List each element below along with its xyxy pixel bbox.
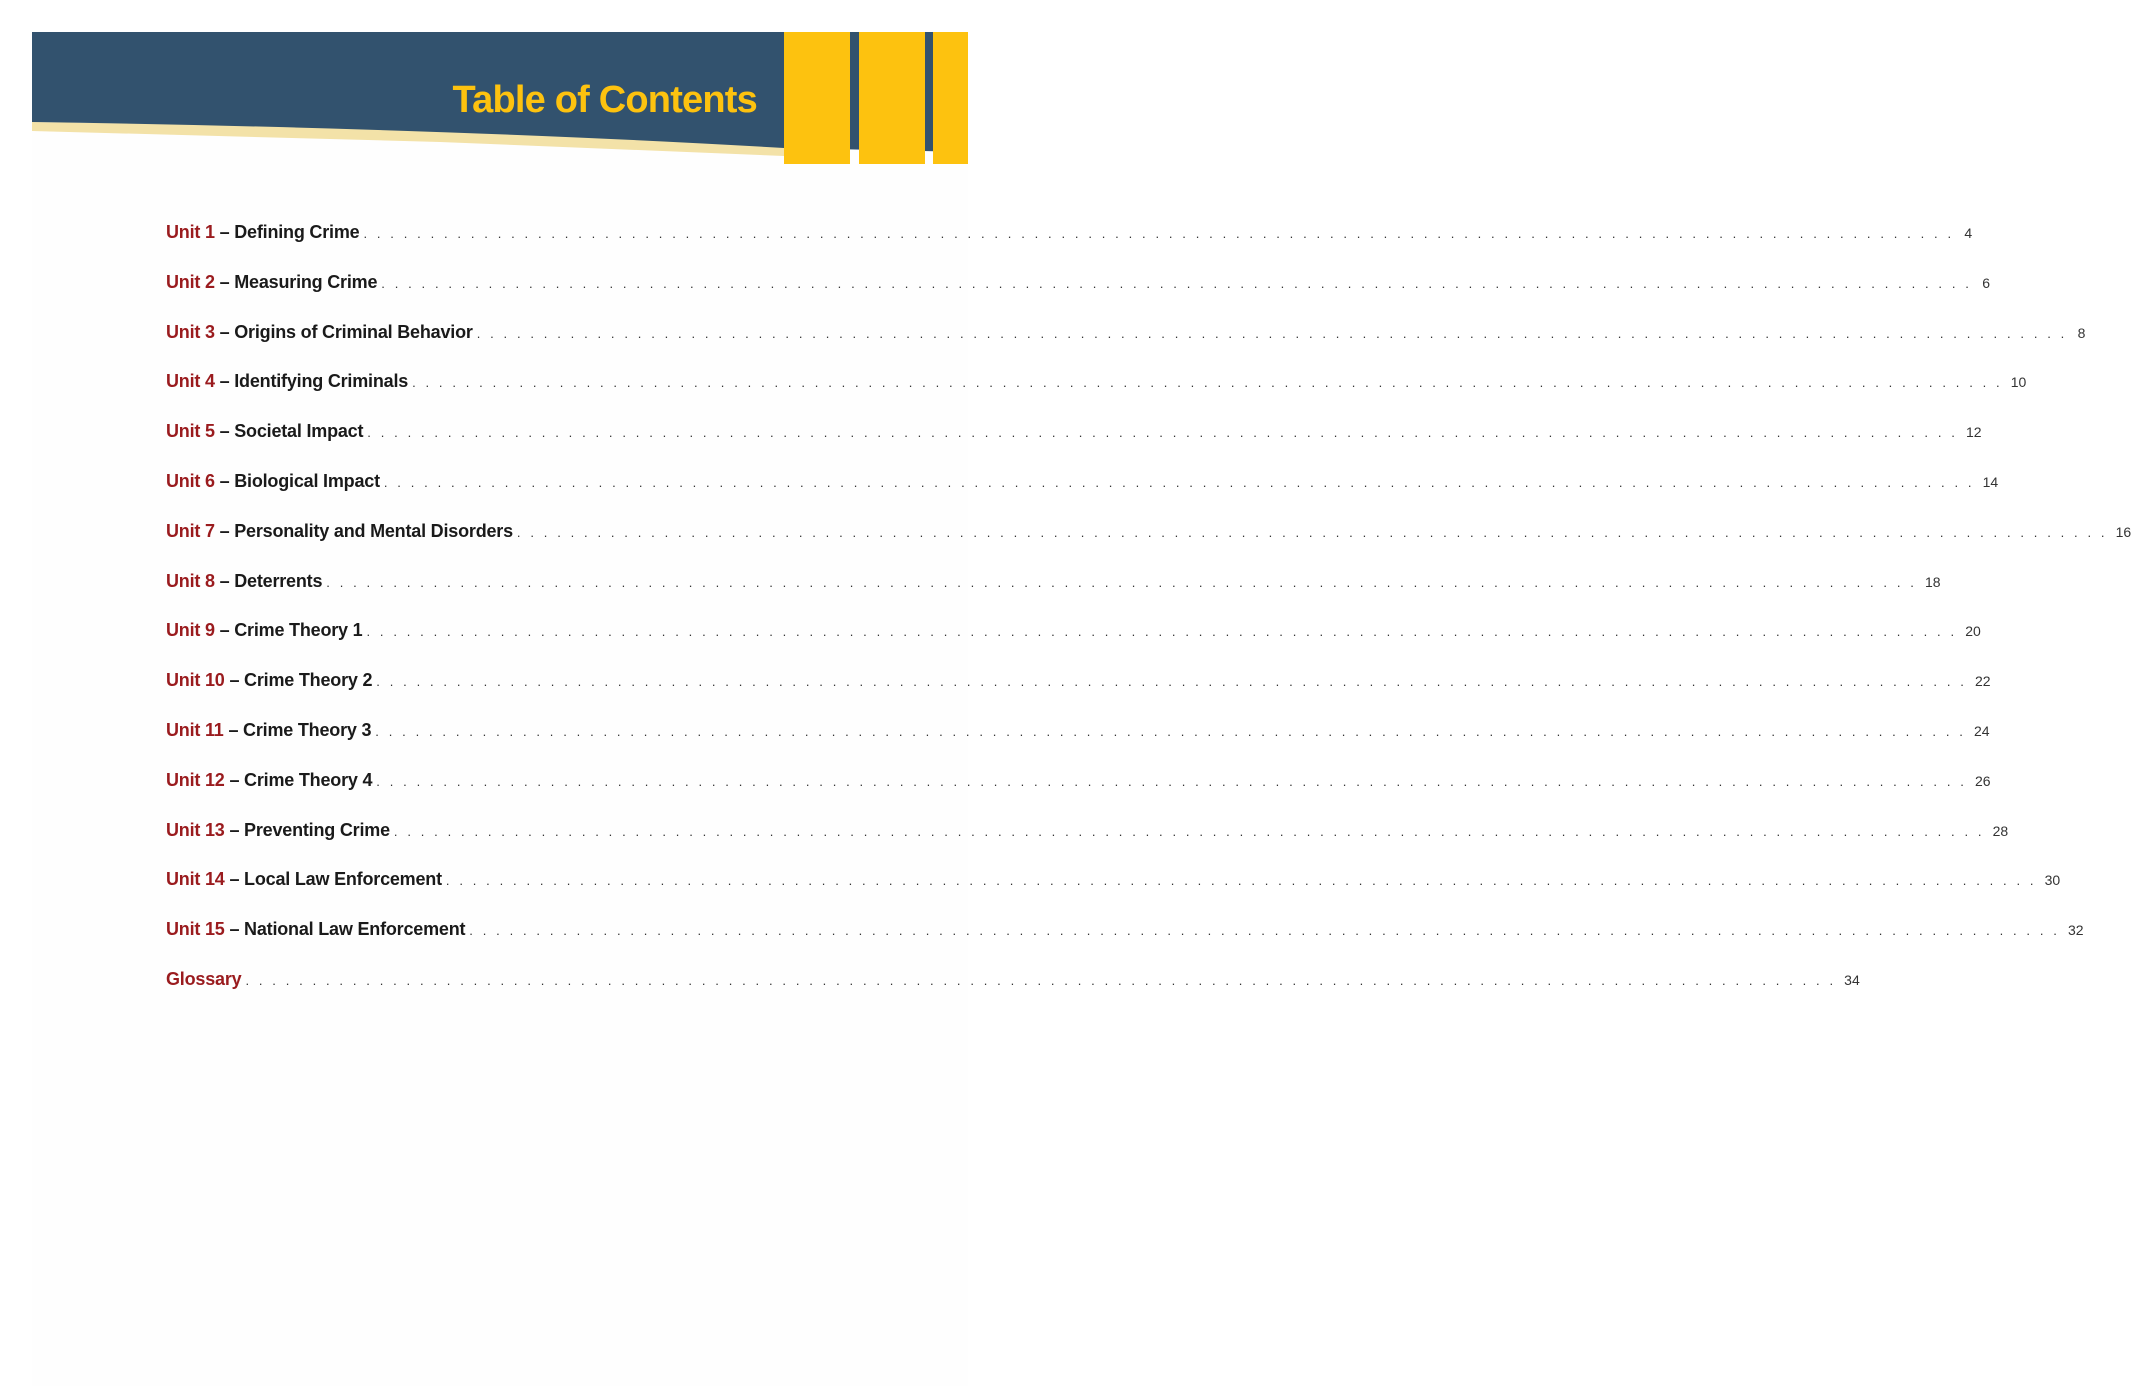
- toc-page-number: 4: [1964, 225, 1973, 241]
- toc-entry-label: [166, 969, 241, 990]
- toc-entry[interactable]: [166, 421, 1982, 471]
- toc-page-number: 18: [1924, 573, 1941, 590]
- toc-entry-label: [166, 770, 372, 791]
- toc-page-number: 20: [1965, 623, 1981, 640]
- toc-page-number: 6: [1982, 274, 1990, 291]
- toc-unit-title: – Origins of Criminal Behavior: [219, 321, 473, 342]
- toc-entry[interactable]: [166, 968, 1860, 1019]
- toc-leader-dots: . . . . . . . . . . . . . . . . . . . . . . . . . . . . . . . . . . . . . . . . . . . . . . . . . . . . . . . . . . . . . . . . . . . . . . . . . . . . . . . . . . . . . . . . . . . . . . . . . . . . . . . . . . . . . . . . . . . . . . .: [326, 574, 1917, 590]
- toc-leader-dots: . . . . . . . . . . . . . . . . . . . . . . . . . . . . . . . . . . . . . . . . . . . . . . . . . . . . . . . . . . . . . . . . . . . . . . . . . . . . . . . . . . . . . . . . . . . . . . . . . . . . . . . . . . . . . . . . . . . . . . .: [476, 325, 2068, 341]
- toc-entry-label: [166, 720, 371, 741]
- toc-unit-title: – Preventing Crime: [229, 819, 390, 840]
- toc-entry[interactable]: [166, 769, 1991, 820]
- toc-unit-title: – Local Law Enforcement: [229, 869, 442, 890]
- toc-entry[interactable]: [166, 321, 2086, 372]
- toc-unit-number: Unit 11: [166, 719, 224, 740]
- toc-entry[interactable]: [166, 869, 2061, 919]
- toc-entry[interactable]: [166, 719, 1990, 770]
- toc-entry-label: [166, 571, 322, 592]
- toc-unit-number: Unit 2: [166, 271, 215, 292]
- toc-unit-number: Unit 15: [166, 919, 225, 940]
- toc-entry[interactable]: [166, 620, 1981, 670]
- toc-entry-label: [166, 620, 362, 641]
- toc-page-number: 12: [1966, 424, 1982, 441]
- toc-entry[interactable]: [166, 271, 1990, 322]
- toc-page-number: 32: [2068, 922, 2084, 939]
- toc-unit-title: – Identifying Criminals: [219, 371, 409, 392]
- gold-tab-3: [933, 32, 968, 164]
- toc-entry[interactable]: [166, 570, 1941, 621]
- toc-page-number: 28: [1992, 822, 2009, 839]
- toc-leader-dots: . . . . . . . . . . . . . . . . . . . . . . . . . . . . . . . . . . . . . . . . . . . . . . . . . . . . . . . . . . . . . . . . . . . . . . . . . . . . . . . . . . . . . . . . . . . . . . . . . . . . . . . . . . . . . . . . . . . . . . .: [445, 873, 2037, 889]
- toc-leader-dots: . . . . . . . . . . . . . . . . . . . . . . . . . . . . . . . . . . . . . . . . . . . . . . . . . . . . . . . . . . . . . . . . . . . . . . . . . . . . . . . . . . . . . . . . . . . . . . . . . . . . . . . . . . . . . . . . . . . . . . .: [375, 723, 1966, 739]
- toc-leader-dots: . . . . . . . . . . . . . . . . . . . . . . . . . . . . . . . . . . . . . . . . . . . . . . . . . . . . . . . . . . . . . . . . . . . . . . . . . . . . . . . . . . . . . . . . . . . . . . . . . . . . . . . . . . . . . . . . . . . . . . .: [383, 474, 1975, 490]
- toc-leader-dots: . . . . . . . . . . . . . . . . . . . . . . . . . . . . . . . . . . . . . . . . . . . . . . . . . . . . . . . . . . . . . . . . . . . . . . . . . . . . . . . . . . . . . . . . . . . . . . . . . . . . . . . . . . . . . . . . . . . . . . .: [376, 674, 1967, 690]
- toc-unit-number: Unit 3: [166, 321, 215, 342]
- toc-entry-label: [166, 222, 359, 243]
- toc-leader-dots: . . . . . . . . . . . . . . . . . . . . . . . . . . . . . . . . . . . . . . . . . . . . . . . . . . . . . . . . . . . . . . . . . . . . . . . . . . . . . . . . . . . . . . . . . . . . . . . . . . . . . . . . . . . . . . . . . . . . . . .: [367, 425, 1958, 441]
- toc-entry-label: [166, 670, 372, 691]
- toc-leader-dots: . . . . . . . . . . . . . . . . . . . . . . . . . . . . . . . . . . . . . . . . . . . . . . . . . . . . . . . . . . . . . . . . . . . . . . . . . . . . . . . . . . . . . . . . . . . . . . . . . . . . . . . . . . . . . . . . . . . . . . .: [393, 823, 1985, 839]
- toc-leader-dots: . . . . . . . . . . . . . . . . . . . . . . . . . . . . . . . . . . . . . . . . . . . . . . . . . . . . . . . . . . . . . . . . . . . . . . . . . . . . . . . . . . . . . . . . . . . . . . . . . . . . . . . . . . . . . . . . . . . . . . .: [363, 226, 1955, 241]
- toc-unit-title: – Biological Impact: [219, 470, 380, 491]
- toc-page-number: 34: [1844, 971, 1860, 988]
- toc-leader-dots: . . . . . . . . . . . . . . . . . . . . . . . . . . . . . . . . . . . . . . . . . . . . . . . . . . . . . . . . . . . . . . . . . . . . . . . . . . . . . . . . . . . . . . . . . . . . . . . . . . . . . . . . . . . . . . . . . . . . . . .: [245, 972, 1837, 988]
- toc-entry[interactable]: [166, 670, 1991, 720]
- page-title: Table of Contents: [452, 79, 757, 121]
- toc-entry-label: [166, 421, 363, 442]
- toc-entry[interactable]: [166, 819, 2009, 870]
- toc-unit-title: – Defining Crime: [219, 222, 360, 242]
- toc-unit-number: Unit 14: [166, 869, 225, 890]
- toc-unit-title: – National Law Enforcement: [229, 919, 466, 940]
- toc-page-number: 30: [2044, 872, 2061, 889]
- toc-entry-label: [166, 521, 513, 542]
- toc-page-number: 10: [2010, 374, 2027, 391]
- toc-entry-label: [166, 919, 465, 940]
- toc-leader-dots: . . . . . . . . . . . . . . . . . . . . . . . . . . . . . . . . . . . . . . . . . . . . . . . . . . . . . . . . . . . . . . . . . . . . . . . . . . . . . . . . . . . . . . . . . . . . . . . . . . . . . . . . . . . . . . . . . . . . . . .: [412, 375, 2003, 391]
- toc-unit-number: Unit 7: [166, 520, 215, 541]
- toc-entry-label: [166, 471, 380, 492]
- toc-unit-number: Glossary: [166, 968, 242, 989]
- toc-leader-dots: . . . . . . . . . . . . . . . . . . . . . . . . . . . . . . . . . . . . . . . . . . . . . . . . . . . . . . . . . . . . . . . . . . . . . . . . . . . . . . . . . . . . . . . . . . . . . . . . . . . . . . . . . . . . . . . . . . . . . . .: [469, 923, 2060, 939]
- toc-unit-title: – Crime Theory 1: [219, 620, 363, 641]
- toc-unit-title: – Crime Theory 2: [229, 670, 373, 691]
- toc-page-number: 26: [1975, 772, 1991, 789]
- toc-leader-dots: . . . . . . . . . . . . . . . . . . . . . . . . . . . . . . . . . . . . . . . . . . . . . . . . . . . . . . . . . . . . . . . . . . . . . . . . . . . . . . . . . . . . . . . . . . . . . . . . . . . . . . . . . . . . . . . . . . . . . . .: [376, 773, 1967, 789]
- gold-tab-1: [784, 32, 850, 164]
- toc-unit-number: Unit 1: [166, 222, 215, 242]
- toc-entry[interactable]: [166, 520, 2131, 571]
- toc-unit-number: Unit 6: [166, 470, 215, 491]
- toc-unit-title: – Crime Theory 3: [228, 719, 372, 740]
- toc-leader-dots: . . . . . . . . . . . . . . . . . . . . . . . . . . . . . . . . . . . . . . . . . . . . . . . . . . . . . . . . . . . . . . . . . . . . . . . . . . . . . . . . . . . . . . . . . . . . . . . . . . . . . . . . . . . . . . . . . . . . . . .: [516, 524, 2108, 540]
- toc-entry[interactable]: [166, 371, 2027, 421]
- toc-unit-title: – Personality and Mental Disorders: [219, 520, 513, 541]
- toc-page-number: 16: [2115, 523, 2131, 540]
- toc-entry-label: [166, 820, 390, 841]
- toc-page-number: 22: [1975, 673, 1991, 690]
- toc-unit-number: Unit 4: [166, 371, 215, 392]
- toc-unit-number: Unit 12: [166, 769, 225, 790]
- toc-unit-title: – Measuring Crime: [219, 271, 378, 292]
- toc-leader-dots: . . . . . . . . . . . . . . . . . . . . . . . . . . . . . . . . . . . . . . . . . . . . . . . . . . . . . . . . . . . . . . . . . . . . . . . . . . . . . . . . . . . . . . . . . . . . . . . . . . . . . . . . . . . . . . . . . . . . . . .: [381, 275, 1972, 291]
- toc-unit-title: – Crime Theory 4: [229, 769, 373, 790]
- toc-page-number: 14: [1982, 473, 1999, 490]
- toc-entry-label: [166, 869, 442, 890]
- toc-entry-label: [166, 371, 408, 392]
- toc-unit-number: Unit 5: [166, 421, 215, 442]
- toc-unit-number: Unit 10: [166, 670, 225, 691]
- toc-leader-dots: . . . . . . . . . . . . . . . . . . . . . . . . . . . . . . . . . . . . . . . . . . . . . . . . . . . . . . . . . . . . . . . . . . . . . . . . . . . . . . . . . . . . . . . . . . . . . . . . . . . . . . . . . . . . . . . . . . . . . . .: [366, 624, 1958, 640]
- toc-unit-title: – Deterrents: [219, 570, 323, 591]
- toc-unit-title: – Societal Impact: [219, 421, 364, 442]
- toc-entry[interactable]: [166, 222, 1973, 272]
- toc-entry-label: [166, 272, 377, 293]
- toc-page-number: 24: [1974, 722, 1990, 739]
- gold-tab-2: [859, 32, 925, 164]
- toc-unit-number: Unit 9: [166, 620, 215, 641]
- toc-list: [166, 222, 2131, 1019]
- toc-unit-number: Unit 8: [166, 570, 215, 591]
- toc-entry[interactable]: [166, 919, 2084, 969]
- toc-entry[interactable]: [166, 470, 1999, 521]
- toc-page-number: 8: [2077, 324, 2086, 341]
- toc-unit-number: Unit 13: [166, 819, 225, 840]
- toc-entry-label: [166, 322, 473, 343]
